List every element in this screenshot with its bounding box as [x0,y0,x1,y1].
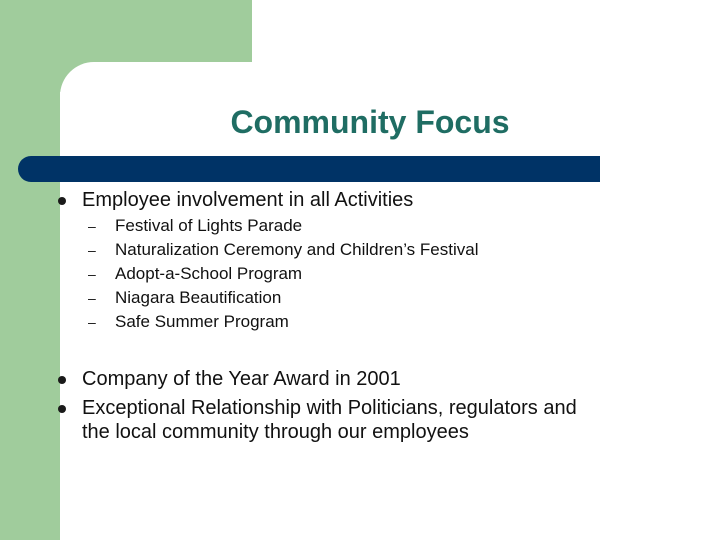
bullet-dot-icon [58,405,66,413]
dash-icon: – [88,266,96,282]
bullet-text-line-1: Exceptional Relationship with Politicians, regulators and [82,397,577,419]
sub-bullet-text: Festival of Lights Parade [115,216,303,235]
sub-bullet-text: Niagara Beautification [115,288,282,307]
dash-icon: – [88,242,96,258]
decorative-green-stripe [0,0,60,540]
sub-bullet-text: Adopt-a-School Program [115,264,303,283]
slide-title: Community Focus [230,104,510,140]
dash-icon: – [88,290,96,306]
sub-bullet-text: Safe Summer Program [115,312,289,331]
dash-icon: – [88,218,96,234]
bullet-text: Company of the Year Award in 2001 [82,368,401,390]
bullet-text: Employee involvement in all Activities [82,189,414,211]
bullet-dot-icon [58,376,66,384]
bullet-text-line-2: the local community through our employees [82,421,469,443]
bullet-dot-icon [58,197,66,205]
title-divider-bar [18,156,600,182]
dash-icon: – [88,314,96,330]
sub-bullet-text: Naturalization Ceremony and Children’s Festival [115,240,479,259]
